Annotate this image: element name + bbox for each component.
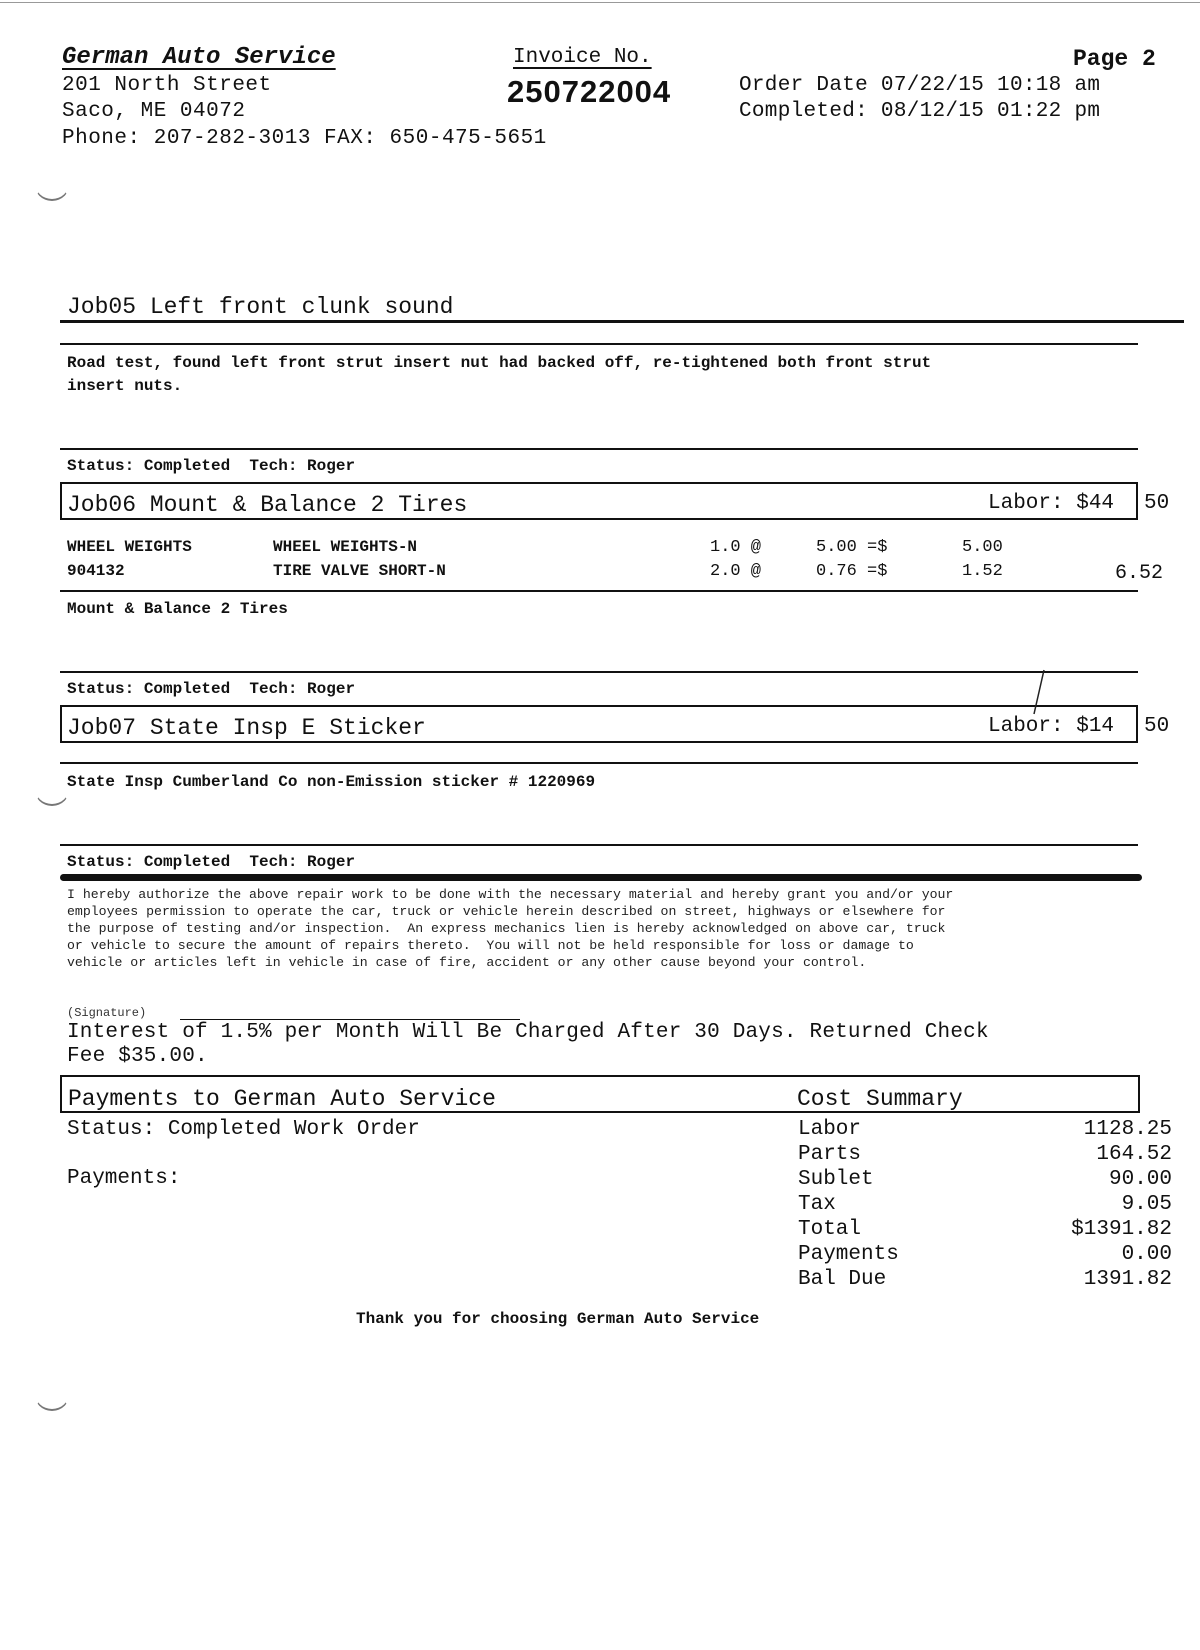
- payments-status: Status: Completed Work Order: [67, 1118, 420, 1141]
- job06-part2-ext: 1.52: [962, 562, 1003, 581]
- signature-line: [180, 1019, 520, 1020]
- punch-hole-top: [34, 165, 70, 201]
- pen-mark: [1028, 668, 1048, 718]
- summary-labor-label: Labor: [798, 1118, 862, 1141]
- summary-payments-label: Payments: [798, 1243, 899, 1266]
- thick-divider: [60, 874, 1142, 881]
- punch-hole-middle: [34, 770, 70, 806]
- job06-part2-qty: 2.0 @: [710, 562, 762, 581]
- job07-title: Job07 State Insp E Sticker: [67, 715, 426, 741]
- interest-notice-line2: Fee $35.00.: [67, 1045, 208, 1068]
- job06-part1-desc: WHEEL WEIGHTS-N: [273, 538, 418, 556]
- summary-balance-due-value: 1391.82: [1083, 1268, 1172, 1291]
- authorization-line1: I hereby authorize the above repair work to be done with the necessary material and hereby grant you and/or your: [67, 887, 954, 902]
- summary-total-value: $1391.82: [1071, 1218, 1172, 1241]
- job07-labor-cents: 50: [1144, 715, 1170, 738]
- payments-title: Payments to German Auto Service: [68, 1086, 496, 1112]
- invoice-number: 250722004: [507, 74, 672, 109]
- interest-notice-line1: Interest of 1.5% per Month Will Be Charged After 30 Days. Returned Check: [67, 1021, 989, 1044]
- scan-edge-line: [0, 2, 1200, 3]
- payments-label: Payments:: [67, 1167, 181, 1190]
- divider: [60, 343, 1138, 345]
- job06-parts-total: 6.52: [1115, 562, 1164, 585]
- job06-part1-ext: 5.00: [962, 538, 1003, 557]
- divider: [60, 671, 1138, 673]
- summary-parts-label: Parts: [798, 1143, 862, 1166]
- job06-labor: Labor: $44: [988, 492, 1115, 515]
- authorization-line3: the purpose of testing and/or inspection. An express mechanics lien is hereby acknowledged on above car, truck: [67, 921, 946, 936]
- job07-labor: Labor: $14: [988, 715, 1115, 738]
- job06-part2-number: 904132: [67, 562, 125, 580]
- job06-title: Job06 Mount & Balance 2 Tires: [67, 492, 468, 518]
- page-number: Page 2: [1073, 46, 1156, 72]
- summary-total-label: Total: [798, 1218, 862, 1241]
- job06-part1-qty: 1.0 @: [710, 538, 762, 557]
- divider: [60, 590, 1138, 592]
- summary-payments-value: 0.00: [1121, 1243, 1172, 1266]
- job07-status: Status: Completed Tech: Roger: [67, 853, 356, 871]
- cost-summary-title: Cost Summary: [797, 1086, 963, 1112]
- summary-sublet-value: 90.00: [1108, 1168, 1172, 1191]
- authorization-line2: employees permission to operate the car, truck or vehicle herein described on street, highways or elsewhere for: [67, 904, 946, 919]
- summary-tax-value: 9.05: [1121, 1193, 1172, 1216]
- job06-part2-desc: TIRE VALVE SHORT-N: [273, 562, 446, 580]
- job05-notes-line2: insert nuts.: [67, 377, 183, 395]
- authorization-line5: vehicle or articles left in vehicle in case of fire, accident or any other cause beyond your control.: [67, 955, 867, 970]
- job06-status: Status: Completed Tech: Roger: [67, 680, 356, 698]
- authorization-line4: or vehicle to secure the amount of repairs thereto. You will not be held responsible for loss or damage to: [67, 938, 914, 953]
- summary-tax-label: Tax: [798, 1193, 836, 1216]
- shop-name: German Auto Service: [62, 44, 336, 71]
- divider: [60, 844, 1138, 846]
- summary-sublet-label: Sublet: [798, 1168, 874, 1191]
- job06-part1-number: WHEEL WEIGHTS: [67, 538, 192, 556]
- job05-title: Job05 Left front clunk sound: [67, 294, 454, 320]
- order-date: Order Date 07/22/15 10:18 am: [739, 74, 1101, 97]
- thank-you-message: Thank you for choosing German Auto Service: [356, 1310, 760, 1328]
- job05-status: Status: Completed Tech: Roger: [67, 457, 356, 475]
- invoice-label: Invoice No.: [513, 46, 652, 69]
- shop-phone-fax: Phone: 207-282-3013 FAX: 650-475-5651: [62, 127, 547, 150]
- job05-notes-line1: Road test, found left front strut insert nut had backed off, re-tightened both front strut: [67, 354, 932, 372]
- divider: [60, 448, 1138, 450]
- job07-notes: State Insp Cumberland Co non-Emission sticker # 1220969: [67, 773, 596, 791]
- job06-notes: Mount & Balance 2 Tires: [67, 600, 288, 618]
- punch-hole-bottom: [34, 1375, 70, 1411]
- job06-part2-price: 0.76 =$: [816, 562, 888, 581]
- shop-street: 201 North Street: [62, 74, 272, 97]
- job06-labor-cents: 50: [1144, 492, 1170, 515]
- divider: [60, 762, 1138, 764]
- summary-balance-due-label: Bal Due: [798, 1268, 887, 1291]
- signature-label: (Signature): [67, 1006, 147, 1020]
- divider: [60, 320, 1184, 323]
- shop-city: Saco, ME 04072: [62, 100, 246, 123]
- summary-labor-value: 1128.25: [1083, 1118, 1172, 1141]
- job06-part1-price: 5.00 =$: [816, 538, 888, 557]
- summary-parts-value: 164.52: [1096, 1143, 1172, 1166]
- completed-date: Completed: 08/12/15 01:22 pm: [739, 100, 1101, 123]
